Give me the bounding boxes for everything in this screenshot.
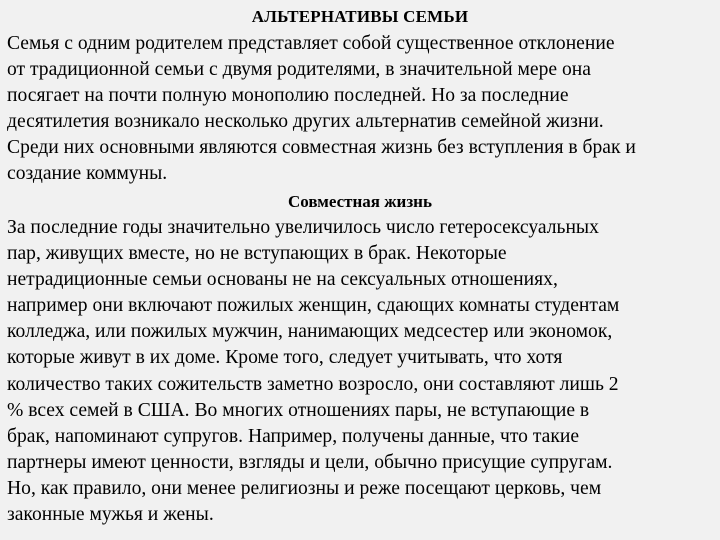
paragraph-line: которые живут в их доме. Кроме того, следует учитывать, что хотя — [7, 347, 563, 369]
paragraph-line: партнеры имеют ценности, взгляды и цели, обычно присущие супругам. — [7, 451, 613, 473]
paragraph-line: законные мужья и жены. — [7, 504, 214, 526]
paragraph-line: нетрадиционные семьи основаны не на сексуальных отношениях, — [7, 269, 558, 291]
section-heading: Совместная жизнь — [288, 192, 432, 211]
paragraph-line: % всех семей в США. Во многих отношениях пары, не вступающие в — [7, 399, 590, 421]
paragraph-line: десятилетия возникало несколько других альтернатив семейной жизни. — [7, 111, 604, 133]
paragraph-line: Но, как правило, они менее религиозны и реже посещают церковь, чем — [7, 477, 602, 499]
paragraph-line: создание коммуны. — [7, 163, 168, 185]
intro-paragraph — [7, 31, 719, 188]
section-paragraph — [7, 215, 719, 528]
paragraph-line: от традиционной семьи с двумя родителями, в значительной мере она — [7, 59, 591, 81]
paragraph-line: например они включают пожилых женщин, сдающих комнаты студентам — [7, 295, 620, 317]
paragraph-line: Среди них основными являются совместная жизнь без вступления в брак и — [7, 137, 636, 159]
paragraph-line: посягает на почти полную монополию последней. Но за последние — [7, 85, 569, 107]
document-title: АЛЬТЕРНАТИВЫ СЕМЬИ — [251, 7, 469, 26]
paragraph-line: количество таких сожительств заметно возросло, они составляют лишь 2 — [7, 373, 619, 395]
paragraph-line: Семья с одним родителем представляет собой существенное отклонение — [7, 33, 615, 54]
paragraph-line: За последние годы значительно увеличилось число гетеросексуальных — [7, 217, 599, 238]
paragraph-line: брак, напоминают супругов. Например, получены данные, что такие — [7, 425, 580, 447]
paragraph-line: пар, живущих вместе, но не вступающих в брак. Некоторые — [7, 243, 507, 265]
paragraph-line: колледжа, или пожилых мужчин, нанимающих медсестер или экономок, — [7, 321, 613, 343]
